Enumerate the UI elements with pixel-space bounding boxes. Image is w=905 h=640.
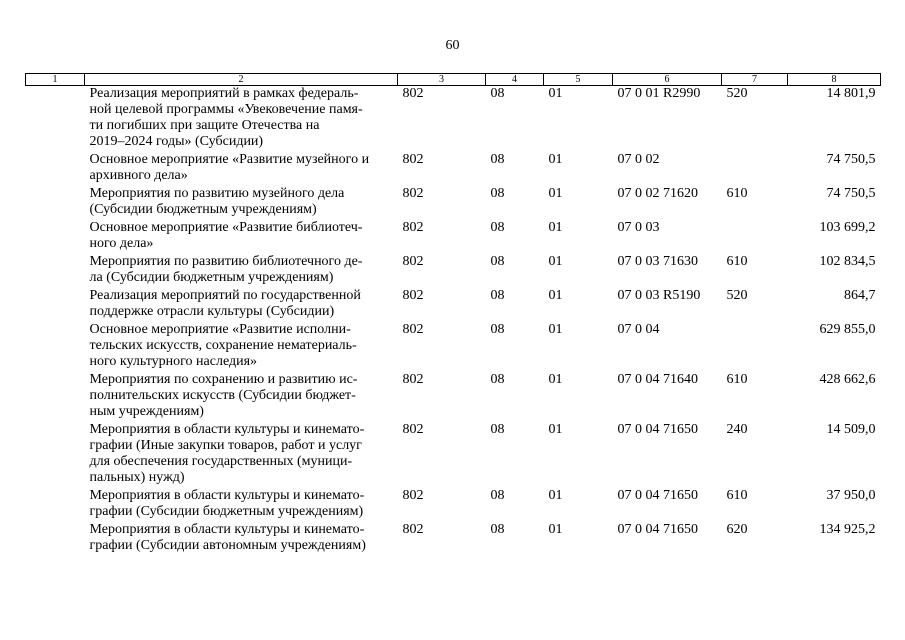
table-row	[26, 522, 881, 556]
cell-name: Реализация мероприятий по государственной поддержке отрасли культуры (Субсидии)	[89, 288, 361, 319]
header-col-5: 5	[544, 74, 613, 86]
cell-name: Мероприятия в области культуры и кинемато- графии (Субсидии автономным учреждениям)	[89, 522, 366, 553]
cell-name: Основное мероприятие «Развитие исполни- тельских искусств, сохранение нематериаль- ного культурного наследия»	[89, 322, 357, 369]
cell-rz: 08	[490, 372, 505, 387]
cell-col-1	[26, 372, 85, 422]
cell-vr	[722, 152, 788, 186]
cell-col-1	[26, 254, 85, 288]
cell-ved: 802	[402, 152, 424, 167]
cell-name: Мероприятия по развитию музейного дела (Субсидии бюджетным учреждениям)	[89, 186, 345, 217]
cell-ved: 802	[402, 522, 424, 537]
cell-csr: 07 0 03 R5190	[617, 288, 701, 303]
cell-rz: 08	[490, 288, 505, 303]
table-row	[26, 220, 881, 254]
cell-ved: 802	[402, 488, 424, 503]
cell-rz: 08	[490, 422, 505, 437]
cell-name: Мероприятия в области культуры и кинемато- графии (Иные закупки товаров, работ и услуг для обеспечения государственных (муници- пальных) нужд)	[89, 422, 365, 485]
cell-pr: 01	[548, 254, 563, 269]
cell-name: Основное мероприятие «Развитие библиотеч- ного дела»	[89, 220, 363, 251]
cell-pr: 01	[548, 86, 563, 101]
cell-csr: 07 0 04	[617, 322, 660, 337]
cell-csr: 07 0 04 71640	[617, 372, 698, 387]
cell-sum: 864,7	[844, 288, 876, 303]
cell-vr	[722, 220, 788, 254]
cell-col-1	[26, 186, 85, 220]
cell-pr: 01	[548, 322, 563, 337]
cell-ved: 802	[402, 220, 424, 235]
cell-ved: 802	[402, 422, 424, 437]
cell-sum: 134 925,2	[819, 522, 876, 537]
cell-rz: 08	[490, 220, 505, 235]
cell-csr: 07 0 02 71620	[617, 186, 698, 201]
cell-sum: 629 855,0	[819, 322, 876, 337]
cell-csr: 07 0 04 71650	[617, 522, 698, 537]
cell-pr: 01	[548, 522, 563, 537]
cell-name: Основное мероприятие «Развитие музейного и архивного дела»	[89, 152, 370, 183]
cell-ved: 802	[402, 372, 424, 387]
cell-rz: 08	[490, 522, 505, 537]
table-row	[26, 152, 881, 186]
header-col-4: 4	[486, 74, 544, 86]
cell-csr: 07 0 02	[617, 152, 660, 167]
cell-csr: 07 0 03	[617, 220, 660, 235]
cell-pr: 01	[548, 422, 563, 437]
cell-col-1	[26, 422, 85, 488]
cell-ved: 802	[402, 322, 424, 337]
table-header	[26, 74, 881, 86]
cell-rz: 08	[490, 322, 505, 337]
cell-vr: 520	[726, 86, 748, 101]
cell-col-1	[26, 322, 85, 372]
cell-csr: 07 0 04 71650	[617, 422, 698, 437]
table-body	[26, 86, 881, 557]
cell-sum: 103 699,2	[819, 220, 876, 235]
cell-sum: 102 834,5	[819, 254, 876, 269]
cell-vr: 520	[726, 288, 748, 303]
cell-col-1	[26, 288, 85, 322]
cell-name: Реализация мероприятий в рамках федераль- ной целевой программы «Увековечение памя- ти погибших при защите Отечества на 2019–2024 годы» (Субсидии)	[89, 86, 363, 149]
header-col-1: 1	[26, 74, 85, 86]
cell-col-1	[26, 220, 85, 254]
cell-col-1	[26, 152, 85, 186]
cell-pr: 01	[548, 220, 563, 235]
header-col-2: 2	[85, 74, 398, 86]
cell-ved: 802	[402, 288, 424, 303]
cell-pr: 01	[548, 372, 563, 387]
cell-vr	[722, 322, 788, 372]
table-row	[26, 288, 881, 322]
cell-vr: 240	[726, 422, 748, 437]
cell-sum: 74 750,5	[826, 152, 876, 167]
header-col-8: 8	[788, 74, 881, 86]
cell-pr: 01	[548, 152, 563, 167]
cell-sum: 428 662,6	[819, 372, 876, 387]
cell-csr: 07 0 03 71630	[617, 254, 698, 269]
cell-rz: 08	[490, 152, 505, 167]
cell-sum: 14 801,9	[826, 86, 876, 101]
header-col-3: 3	[398, 74, 486, 86]
table-row	[26, 86, 881, 153]
table-row	[26, 422, 881, 488]
cell-col-1	[26, 488, 85, 522]
cell-pr: 01	[548, 288, 563, 303]
cell-ved: 802	[402, 254, 424, 269]
cell-sum: 37 950,0	[826, 488, 876, 503]
cell-vr: 610	[726, 186, 748, 201]
header-row	[26, 74, 881, 86]
header-col-7: 7	[722, 74, 788, 86]
cell-pr: 01	[548, 488, 563, 503]
cell-name: Мероприятия по развитию библиотечного де- ла (Субсидии бюджетным учреждениям)	[89, 254, 363, 285]
cell-csr: 07 0 04 71650	[617, 488, 698, 503]
header-col-6: 6	[613, 74, 722, 86]
table-row	[26, 186, 881, 220]
table-row	[26, 372, 881, 422]
cell-rz: 08	[490, 488, 505, 503]
cell-rz: 08	[490, 186, 505, 201]
cell-vr: 610	[726, 372, 748, 387]
cell-pr: 01	[548, 186, 563, 201]
cell-vr: 620	[726, 522, 748, 537]
cell-name: Мероприятия по сохранению и развитию ис- полнительских искусств (Субсидии бюджет- ным учреждениям)	[89, 372, 358, 419]
cell-rz: 08	[490, 86, 505, 101]
cell-col-1	[26, 86, 85, 153]
table-row	[26, 322, 881, 372]
table-row	[26, 488, 881, 522]
cell-sum: 74 750,5	[826, 186, 876, 201]
cell-sum: 14 509,0	[826, 422, 876, 437]
table-row	[26, 254, 881, 288]
cell-csr: 07 0 01 R2990	[617, 86, 701, 101]
cell-vr: 610	[726, 488, 748, 503]
cell-col-1	[26, 522, 85, 556]
cell-ved: 802	[402, 186, 424, 201]
cell-name: Мероприятия в области культуры и кинемато- графии (Субсидии бюджетным учреждениям)	[89, 488, 365, 519]
cell-rz: 08	[490, 254, 505, 269]
budget-table	[25, 73, 881, 556]
cell-ved: 802	[402, 86, 424, 101]
page-number: 60	[445, 38, 460, 53]
cell-vr: 610	[726, 254, 748, 269]
